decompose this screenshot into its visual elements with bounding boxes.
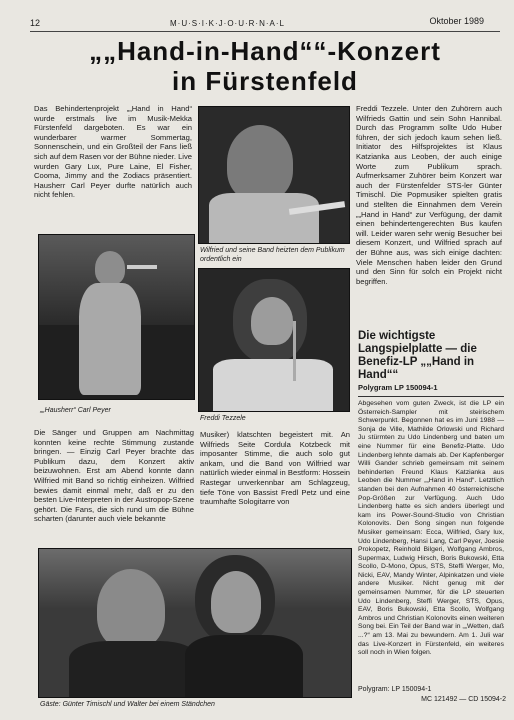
page-number: 12: [30, 18, 41, 28]
caption-guests: Gäste: Günter Timischl und Walter bei einem Ständchen: [40, 701, 215, 708]
intro-text: Das Behindertenprojekt „„Hand in Hand“ wurde erstmals live im Musik-Mekka Fürstenfeld dargeboten. Es war ein wunderbarer warmer Sommertag, Sonnenschein, und ein Großteil der Fans ließ sich auf dem Rasen vor der Bühne nieder. Live wurden Gary Lux, Pure Laine, El Fisher, Cooma, Jimmy and the Zodiacs präsentiert. Hausherr Carl Peyer durfte natürlich auch nicht fehlen.: [34, 104, 192, 200]
box-subtitle: Polygram LP 150094-1: [358, 383, 438, 392]
body-text-col2: Musiker) klatschten begeistert mit. An Wilfrieds Seite Cordula Kotzbeck mit imposanter Stimme, die auch solo gut ankam, und die Band von Wilfried war natürlich wieder einmal in Bestform: Hossein Rastegar unverkennbar am Schlagzeug, tiefe Töne von Bassist Fredl Petz und eine traumhafte Sologitarre von: [200, 430, 350, 507]
caption-carl-peyer: „„Hausherr“ Carl Peyer: [40, 407, 111, 414]
page-header: [30, 18, 494, 32]
article-title: [30, 36, 500, 96]
photo-guests: [38, 548, 352, 698]
box-text: Abgesehen vom guten Zweck, ist die LP ein Österreich-Sampler mit steirischem Schwerpunkt. Begonnen hat es im Juni 1988 — Sonja de Ville, Mathilde Orlowski und Richard Ju stürmten zu Udo Lindenberg und baten um eine Nummer für eine Benefiz-Platte. Udo Lindenberg lehnte damals ab. Der Kapfenberger Willi Gander schrieb gemeinsam mit seinem behinderten Freund Klaus Katzianka aus Leoben die Nummer „„Hand in Hand“. Letztlich standen bei den Aufnahmen 40 österreichische Pop-Größen zur Verfügung. Auch Udo Lindenberg hatte es sich anders überlegt und kam ins Power-Sound-Studio von Christian Kolonovits. Den Song singen nun folgende Musiker gemeinsam: Ecca, Wilfried, Gary lux, Udo Lindenberg, Hansi Lang, Carl Peyer, Joesie Prokopetz, Reinhold Bilgeri, Wolfgang Ambros, Supermax, Ludwig Hirsch, Boris Bukowski, Etta Scollo, D-Mono, Opus, STS, Steffi Werger, Mo, Nicki, EAV, Mandy Winter, Alpinkatzen und viele andere Musiker. Nicht genug mit der gemeinsamen Nummer, für die LP steuerten Udo Lindenberg, Steffi Werger, STS, Opus, EAV, Boris Bukowski, Etta Scollo, Wolfgang Ambros und Christian Kolonovits einen weiteren Song bei. Ein Teil der Band war in „„Wetten, daß ...?“ am 13. Mai zu bewundern. Am 1. Juli war das Live-Konzert in Fürstenfeld, ein weiteres soll noch in Wien folgen.: [358, 400, 504, 657]
body-text-col1: Die Sänger und Gruppen am Nachmittag konnten keine rechte Stimmung zustande bringen. — Einzig Carl Peyer brachte das Publikum dazu, dem Konzert aktiv beizuwohnen. Erst am Abend konnte dann Wilfried mit Band so richtig einheizen. Wilfried bewies damit einmal mehr, daß er zu den besten Live-Interpreten in der Austropop-Szene gehört. Die Fans, die sich rund um die Bühne scharten (darunter auch viele bekannte: [34, 428, 194, 524]
issue-date: Oktober 1989: [429, 16, 484, 26]
box-rule: [358, 396, 504, 397]
body-text-col3: Freddi Tezzele. Unter den Zuhörern auch Wilfrieds Gattin und sein Sohn Hannibal. Durch das Programm sollte Udo Huber führen, der sich jedoch kaum sehen ließ. Initiator des Hilfsprojektes ist Klaus Katzianka aus Leoben, der auch einige Worte zum Publikum sprach. Aufmerksamer Zuhörer beim Konzert war auch der Fürstenfelder STS-ler Günter Timischl. Die Popmusiker spielten gratis und stellten die Einnahmen dem Verein „„Hand in Hand“ zur Verfügung, der damit einen behindertengerechten Bus kaufen will. Leider waren sehr wenig Besucher bei diesem Konzert, und Wilfried sprach auf der Bühne aus, was sich einige dachten: Viele Menschen haben leider den Grund und den Sinn für solch ein Projekt nicht begriffen.: [356, 104, 502, 286]
magazine-name: M·U·S·I·K·J·O·U·R·N·A·L: [170, 19, 285, 28]
photo-wilfried: [198, 106, 350, 244]
box-footer-lp: Polygram: LP 150094-1: [358, 686, 432, 693]
title-line-2: in Fürstenfeld: [172, 66, 358, 96]
caption-wilfried: Wilfried und seine Band heizten dem Publikum ordentlich ein: [200, 247, 345, 263]
box-footer-mc-cd: MC 121492 — CD 15094-2: [421, 696, 506, 703]
header-rule: [30, 31, 500, 32]
title-line-1: „„Hand-in-Hand““-Konzert: [89, 36, 441, 66]
photo-freddi-tezzele: [198, 268, 350, 412]
caption-freddi-tezzele: Freddi Tezzele: [200, 415, 246, 422]
box-title: Die wichtigste Langspielplatte — die Benefiz-LP „„Hand in Hand““: [358, 330, 477, 381]
photo-carl-peyer: [38, 234, 195, 400]
